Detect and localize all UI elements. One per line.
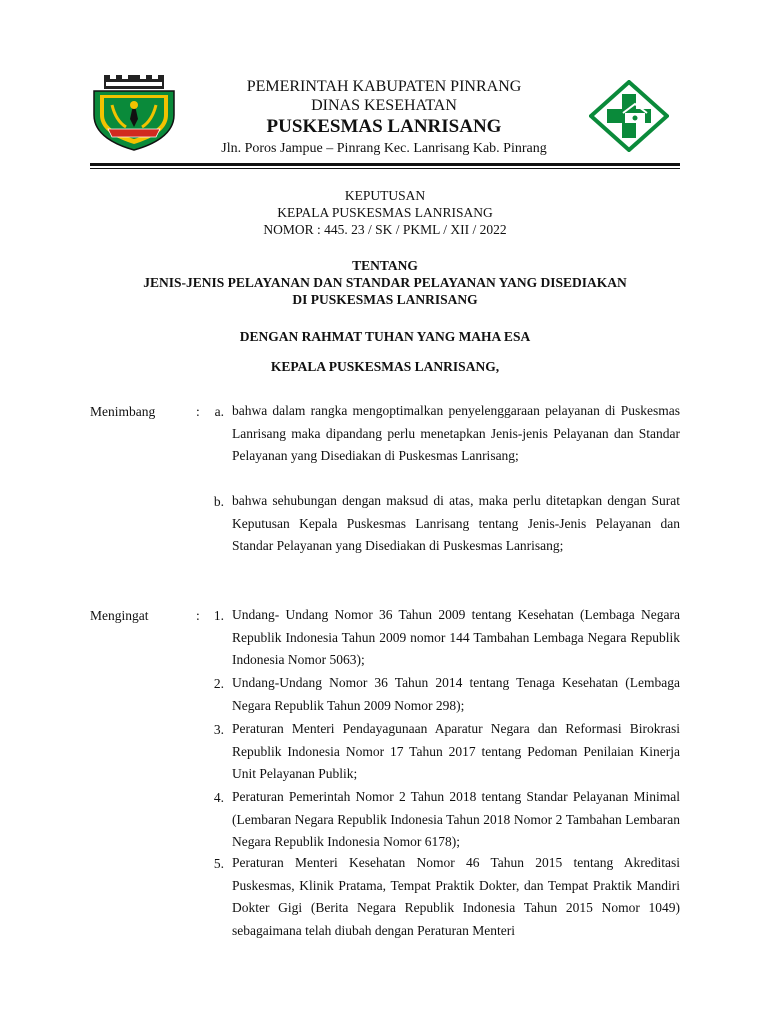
menimbang-label: Menimbang bbox=[90, 404, 156, 419]
menimbang-colon: : bbox=[196, 404, 200, 419]
mengingat-item-2: Undang-Undang Nomor 36 Tahun 2014 tentang Tenaga Kesehatan (Lembaga Negara Republik Tahun 2009 Nomor 298); bbox=[232, 675, 680, 713]
decree-subject-line1: JENIS-JENIS PELAYANAN DAN STANDAR PELAYANAN YANG DISEDIAKAN bbox=[143, 275, 627, 290]
menimbang-item-b: bahwa sehubungan dengan maksud di atas, maka perlu ditetapkan dengan Surat Keputusan Kepala Puskesmas Lanrisang tentang Jenis-Jenis Pelayanan dan Standar Pelayanan yang Disediakan di Puskesmas Lanrisang; bbox=[232, 493, 680, 553]
mengingat-marker-3: 3. bbox=[213, 722, 224, 737]
letterhead-divider-thin bbox=[90, 168, 680, 169]
mengingat-item-4: Peraturan Pemerintah Nomor 2 Tahun 2018 tentang Standar Pelayanan Minimal (Lembaran Negara Republik Indonesia Tahun 2018 Nomor 2 Tambahan Lembaran Negara Republik Indonesia Nomor 6178); bbox=[232, 789, 680, 849]
mengingat-marker-4: 4. bbox=[213, 790, 224, 805]
mengingat-marker-2: 2. bbox=[213, 676, 224, 691]
decree-subject-line2: DI PUSKESMAS LANRISANG bbox=[292, 292, 478, 307]
mengingat-marker-5: 5. bbox=[213, 856, 224, 871]
pinrang-regency-crest-icon bbox=[90, 75, 178, 151]
mengingat-colon: : bbox=[196, 608, 200, 623]
menimbang-marker-b: b. bbox=[213, 494, 224, 509]
puskesmas-cross-logo-icon bbox=[589, 80, 669, 152]
decree-head: KEPALA PUSKESMAS LANRISANG, bbox=[270, 359, 500, 374]
mengingat-label: Mengingat bbox=[90, 608, 149, 623]
department-name: DINAS KESEHATAN bbox=[311, 97, 457, 114]
decree-issuer: KEPALA PUSKESMAS LANRISANG bbox=[277, 205, 493, 220]
institution-name: PUSKESMAS LANRISANG bbox=[266, 116, 502, 137]
menimbang-marker-a: a. bbox=[214, 404, 224, 419]
government-name: PEMERINTAH KABUPATEN PINRANG bbox=[246, 78, 522, 95]
mengingat-item-5: Peraturan Menteri Kesehatan Nomor 46 Tahun 2015 tentang Akreditasi Puskesmas, Klinik Pratama, Tempat Praktik Dokter, dan Tempat Praktik Mandiri Dokter Gigi (Berita Negara Republik Indonesia Tahun 2015 Nomor 1049) sebagaimana telah diubah dengan Peraturan Menteri bbox=[232, 855, 680, 938]
mengingat-item-3: Peraturan Menteri Pendayagunaan Aparatur Negara dan Reformasi Birokrasi Republik Indonesia Nomor 17 Tahun 2017 tentang Pedoman Penilaian Kinerja Unit Pelayanan Publik; bbox=[232, 721, 680, 781]
decree-about: TENTANG bbox=[352, 258, 418, 273]
decree-heading: KEPUTUSAN bbox=[344, 188, 426, 203]
mengingat-marker-1: 1. bbox=[213, 608, 224, 623]
menimbang-item-a: bahwa dalam rangka mengoptimalkan penyelenggaraan pelayanan di Puskesmas Lanrisang maka dipandang perlu menetapkan Jenis-jenis Pelayanan dan Standar Pelayanan yang Disediakan di Puskesmas Lanrisang; bbox=[232, 403, 680, 463]
institution-address: Jln. Poros Jampue – Pinrang Kec. Lanrisang Kab. Pinrang bbox=[221, 141, 547, 156]
mengingat-item-1: Undang- Undang Nomor 36 Tahun 2009 tentang Kesehatan (Lembaga Negara Republik Indonesia Tahun 2009 nomor 144 Tambahan Lembaga Negara Republik Indonesia Nomor 5063); bbox=[232, 607, 680, 667]
letterhead-divider bbox=[90, 163, 680, 166]
decree-blessing: DENGAN RAHMAT TUHAN YANG MAHA ESA bbox=[239, 329, 531, 344]
decree-number: NOMOR : 445. 23 / SK / PKML / XII / 2022 bbox=[263, 222, 507, 237]
